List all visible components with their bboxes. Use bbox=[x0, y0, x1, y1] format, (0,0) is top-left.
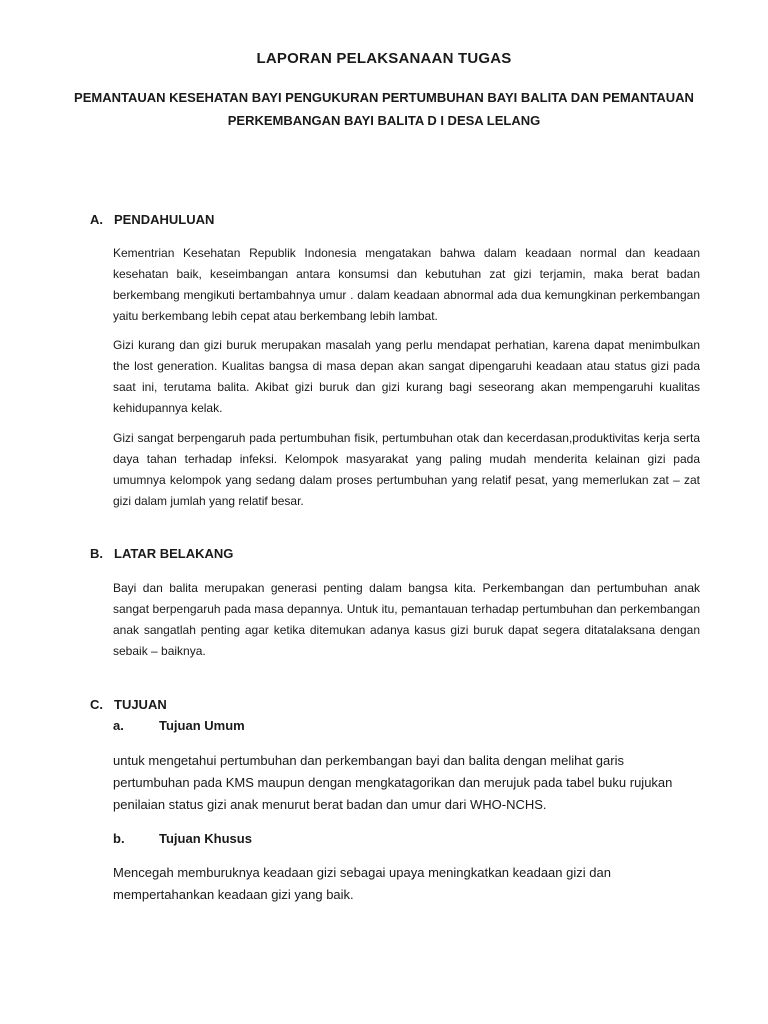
section-c-letter: C. bbox=[90, 697, 103, 712]
section-c-title: TUJUAN bbox=[114, 697, 167, 712]
section-a-letter: A. bbox=[90, 212, 103, 227]
subsection-a-title: Tujuan Umum bbox=[159, 718, 245, 733]
section-b-heading bbox=[90, 546, 233, 561]
subsection-b-title: Tujuan Khusus bbox=[159, 831, 252, 846]
section-a-paragraph-1: Kementrian Kesehatan Republik Indonesia mengatakan bahwa dalam keadaan normal dan keadaan kesehatan baik, keseimbangan antara konsumsi dan kebutuhan zat gizi terjamin, maka berat badan berkembang mengikuti bertambahnya umur . dalam keadaan abnormal ada dua kemungkinan perkembangan yaitu berkembang lebih cepat atau berkembang lebih lambat. bbox=[113, 246, 700, 323]
document-title: LAPORAN PELAKSANAAN TUGAS bbox=[256, 50, 512, 67]
subsection-a-letter: a. bbox=[113, 718, 124, 733]
subtitle-line-1: PEMANTAUAN KESEHATAN BAYI PENGUKURAN PERTUMBUHAN BAYI BALITA DAN PEMANTAUAN bbox=[74, 90, 694, 105]
section-b-paragraph: Bayi dan balita merupakan generasi penting dalam bangsa kita. Perkembangan dan pertumbuhan anak sangat berpengaruh pada masa depannya. Untuk itu, pemantauan terhadap pertumbuhan dan perkembangan anak sangatlah penting agar ketika ditemukan adanya kasus gizi buruk dapat segera ditatalaksana dengan sebaik – baiknya. bbox=[113, 581, 700, 658]
subsection-a-paragraph: untuk mengetahui pertumbuhan dan perkembangan bayi dan balita dengan melihat garis pertumbuhan pada KMS maupun dengan mengkatagorikan dan merujuk pada tabel buku rujukan penilaian status gizi anak menurut berat badan dan umur dari WHO-NCHS. bbox=[113, 753, 673, 812]
subtitle-line-2: PERKEMBANGAN BAYI BALITA D I DESA LELANG bbox=[227, 113, 541, 128]
section-a-heading bbox=[90, 212, 214, 227]
section-a-title: PENDAHULUAN bbox=[114, 212, 215, 227]
document-subtitle bbox=[60, 86, 708, 132]
section-c-heading bbox=[90, 697, 167, 712]
subsection-b-letter: b. bbox=[113, 831, 125, 846]
subsection-a-heading bbox=[113, 718, 245, 733]
section-b-letter: B. bbox=[90, 546, 103, 561]
section-a-paragraph-2: Gizi kurang dan gizi buruk merupakan masalah yang perlu mendapat perhatian, karena dapat menimbulkan the lost generation. Kualitas bangsa di masa depan akan sangat dipengaruhi keadaan atau status gizi pada saat ini, terutama balita. Akibat gizi buruk dan gizi kurang bagi seseorang akan mempengaruhi kualitas kehidupannya kelak. bbox=[113, 338, 700, 415]
subsection-b-heading bbox=[113, 831, 252, 846]
section-a-paragraph-3: Gizi sangat berpengaruh pada pertumbuhan fisik, pertumbuhan otak dan kecerdasan,produktivitas kerja serta daya tahan terhadap infeksi. Kelompok masyarakat yang paling mudah menderita kelainan gizi pada umumnya kelompok yang sedang dalam proses pertumbuhan yang relatif pesat, yang memerlukan zat – zat gizi dalam jumlah yang relatif besar. bbox=[113, 431, 700, 508]
section-b-title: LATAR BELAKANG bbox=[114, 546, 234, 561]
subsection-b-paragraph: Mencegah memburuknya keadaan gizi sebagai upaya meningkatkan keadaan gizi dan mempertahankan keadaan gizi yang baik. bbox=[113, 865, 611, 902]
